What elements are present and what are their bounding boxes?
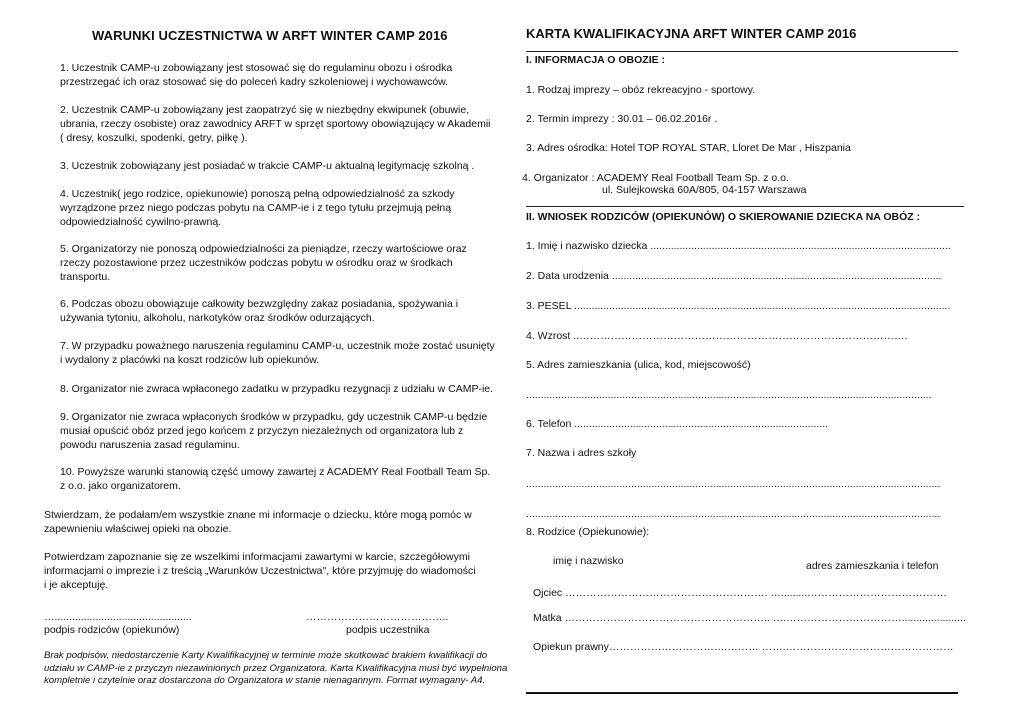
info-type: 1. Rodzaj imprezy – obóz rekreacyjno - sportowy.: [526, 84, 756, 96]
section1-heading: I. INFORMACJA O OBOZIE :: [526, 54, 666, 66]
signature-label-participant: podpis uczestnika: [346, 624, 430, 636]
field-pesel[interactable]: 3. PESEL .................................................................................................................................: [526, 300, 951, 312]
term-item-line: ( dresy, koszulki, spodenki, getry, piłkę ).: [60, 132, 248, 144]
statement-line: i je akceptuję.: [44, 579, 109, 591]
term-item-line: z o.o. jako organizatorem.: [60, 480, 181, 492]
info-address: 3. Adres ośrodka: Hotel TOP ROYAL STAR, Lloret De Mar , Hiszpania: [526, 142, 851, 154]
footnote-line: kompletnie i czytelnie oraz dostarczona do Organizatora w stanie nienagannym. Format wymagany- A4.: [44, 675, 486, 686]
field-mother[interactable]: Matka ………………………………………………….. ….……………………………......................: [533, 612, 966, 624]
field-address[interactable]: ...........................................................................................................................................: [526, 389, 932, 401]
term-item-line: musiał opuścić obóz przed jego końcem z przyczyn niezależnych od organizatora lub z: [60, 425, 464, 437]
term-item-line: 2. Uczestnik CAMP-u zobowiązany jest zaopatrzyć się w niezbędny ekwipunek (obuwie,: [60, 104, 470, 116]
divider: [526, 51, 958, 52]
statement-line: zapewnieniu właściwej opieki na obozie.: [44, 523, 232, 535]
term-item-line: 5. Organizatorzy nie ponoszą odpowiedzialności za pieniądze, rzeczy wartościowe oraz: [60, 243, 467, 255]
field-guardian[interactable]: Opiekun prawny…………………………….……… …….…………………………………………: [533, 641, 954, 653]
signature-dots-parents: …...............................................: [44, 611, 192, 623]
field-school-line-2[interactable]: ..............................................................................................................................................: [526, 508, 941, 520]
right-title: KARTA KWALIFIKACYJNA ARFT WINTER CAMP 2016: [526, 26, 857, 41]
term-item-line: wyrządzone przez niego podczas pobytu na CAMP-ie i z tego tytułu przejmują pełną: [60, 202, 452, 214]
left-title: WARUNKI UCZESTNICTWA W ARFT WINTER CAMP 2016: [92, 28, 448, 43]
statement-line: Stwierdzam, że podałam/em wszystkie znane mi informacje o dziecku, które mogą pomóc w: [44, 509, 472, 521]
signature-label-parents: podpis rodziców (opiekunów): [44, 624, 180, 636]
divider: [526, 692, 958, 694]
signature-dots-participant: …………………………………..: [306, 611, 449, 623]
term-item-line: 9. Organizator nie zwraca wpłaconych środków w przypadku, gdy uczestnik CAMP-u będzie: [60, 411, 488, 423]
term-item-line: używania tytoniu, alkoholu, narkotyków oraz środków odurzających.: [60, 312, 375, 324]
field-school-line-1[interactable]: ..............................................................................................................................................: [526, 478, 941, 490]
section2-heading: II. WNIOSEK RODZICÓW (OPIEKUNÓW) O SKIEROWANIE DZIECKA NA OBÓZ :: [526, 211, 921, 223]
field-father[interactable]: Ojciec …………………………………………………. ….........………………………………….: [533, 587, 947, 599]
footnote-line: udziału w CAMP-ie z przyczyn niezawinionych przez Organizatora. Karta Kwalifikacyjna musi być wypełniona: [44, 662, 508, 674]
term-item-line: 10. Powyższe warunki stanowią część umowy zawartej z ACADEMY Real Football Team Sp.: [60, 466, 491, 478]
column-address-label: adres zamieszkania i telefon: [806, 560, 939, 572]
field-height[interactable]: 4. Wzrost ..………………………………………………………………………………….: [526, 330, 908, 342]
term-item-line: 4. Uczestnik( jego rodzice, opiekunowie) ponoszą pełną odpowiedzialność za szkody: [60, 188, 455, 200]
term-item-line: transportu.: [60, 271, 111, 283]
term-item-line: 1. Uczestnik CAMP-u zobowiązany jest stosować się do regulaminu obozu i ośrodka: [60, 62, 453, 74]
term-item-line: rzeczy pozostawione przez uczestników podczas pobytu w ośrodku oraz w środkach: [60, 257, 453, 269]
divider: [526, 206, 964, 207]
term-item-line: odpowiedzialność cywilno-prawną.: [60, 216, 222, 228]
field-school-label: 7. Nazwa i adres szkoły: [526, 447, 637, 459]
field-phone[interactable]: 6. Telefon .......................................................................................: [526, 418, 829, 430]
field-parents-label: 8. Rodzice (Opiekunowie):: [526, 526, 650, 538]
column-name-label: imię i nazwisko: [553, 555, 624, 567]
field-child-name[interactable]: 1. Imię i nazwisko dziecka .......................................................................................................: [526, 240, 951, 252]
field-birth-date[interactable]: 2. Data urodzenia .................................................................................................................: [526, 270, 942, 282]
field-address-label: 5. Adres zamieszkania (ulica, kod, miejscowość): [526, 359, 751, 371]
info-term: 2. Termin imprezy : 30.01 – 06.02.2016r .: [526, 113, 718, 125]
info-organizer-address: ul. Sulejkowska 60A/805, 04-157 Warszawa: [602, 184, 807, 196]
term-item-line: 7. W przypadku poważnego naruszenia regulaminu CAMP-u, uczestnik może zostać usunięty: [60, 340, 495, 352]
footnote-line: Brak podpisów, niedostarczenie Karty Kwalifikacyjnej w terminie może skutkować brakiem kwalifikacji do: [44, 650, 488, 661]
statement-line: informacjami o imprezie i z treścią „Warunków Uczestnictwa", które przyjmuję do wiadomości: [44, 565, 476, 577]
term-item-line: przestrzegać ich oraz stosować się do poleceń kadry szkoleniowej i wychowawców.: [60, 76, 449, 88]
term-item-line: 6. Podczas obozu obowiązuje całkowity bezwzględny zakaz posiadania, spożywania i: [60, 298, 459, 310]
term-item-line: ubrania, rzeczy osobiste) oraz zawodnicy ARFT w sprzęt sportowy obowiązujący w Akademii: [60, 118, 491, 130]
term-item-line: powodu naruszenia zasad regulaminu.: [60, 439, 240, 451]
term-item-line: 8. Organizator nie zwraca wpłaconego zadatku w przypadku rezygnacji z udziału w CAMP-ie.: [60, 383, 494, 395]
info-organizer: 4. Organizator : ACADEMY Real Football Team Sp. z o.o.: [522, 172, 789, 184]
statement-line: Potwierdzam zapoznanie się ze wszelkimi informacjami zawartymi w karcie, szczegółowymi: [44, 551, 470, 563]
term-item-line: i wydalony z placówki na koszt rodziców lub opiekunów.: [60, 354, 320, 366]
term-item-line: 3. Uczestnik zobowiązany jest posiadać w trakcie CAMP-u aktualną legitymację szkolną .: [60, 160, 475, 172]
